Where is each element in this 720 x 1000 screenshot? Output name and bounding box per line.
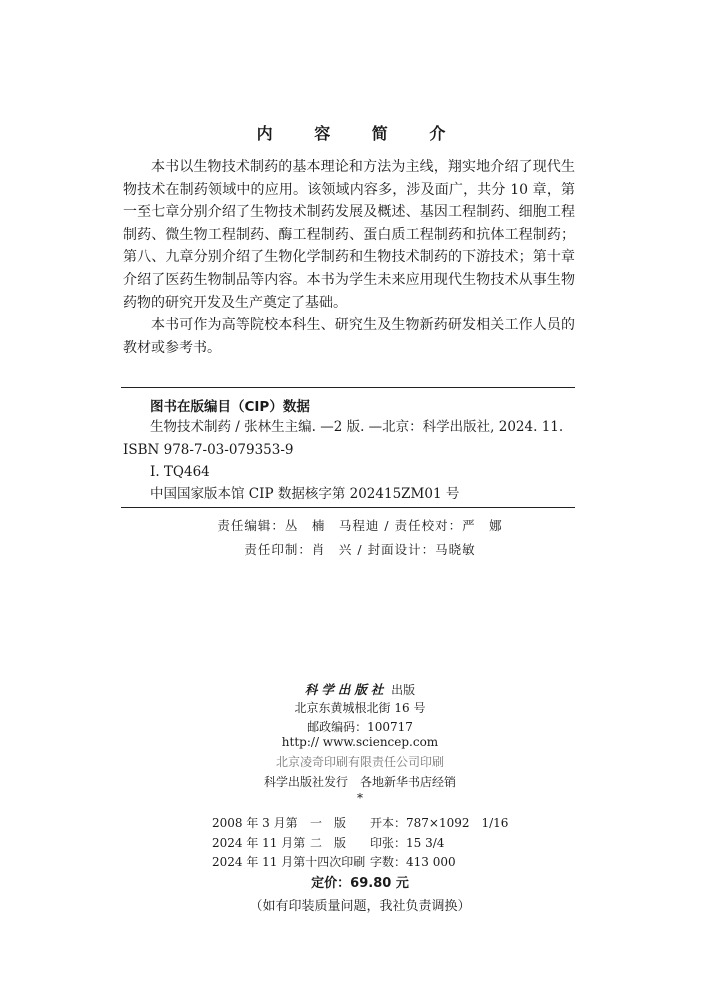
printer-line: 北京凌奇印刷有限责任公司印刷 [275,755,444,769]
edition-row [212,853,510,870]
quality-notice: （如有印装质量问题，我社负责调换） [249,899,471,914]
summary-paragraph: 本书可作为高等院校本科生、研究生及生物新药研发相关工作人员的教材或参考书。 [123,317,575,356]
edition-spec: 印张：15 3/4 [370,836,445,850]
summary-title: 内 容 简 介 [256,124,464,143]
edition-row [212,834,510,851]
distribution-line: 科学出版社发行 各地新华书店经销 [263,775,456,789]
publisher-postcode: 邮政编码：100717 [307,720,413,734]
cip-heading: 图书在版编目（CIP）数据 [150,399,310,415]
edition-date: 2008 年 3 月第 [212,816,298,830]
summary-body [123,156,575,359]
edition-spec: 开本：787×1092 1/16 [370,816,509,830]
edition-number: 一 版 [310,816,347,830]
cip-top-rule [121,387,575,388]
cip-line-class: Ⅰ. TQ464 [150,464,210,480]
credits-production: 责任印制：肖 兴 / 封面设计：马晓敏 [244,542,476,557]
edition-date: 2024 年 11 月第十四次印刷 [212,855,366,869]
edition-date: 2024 年 11 月第 [212,836,306,850]
edition-spec: 字数：413 000 [370,855,456,869]
publisher-website: http:// www.sciencep.com [281,735,439,749]
cip-line-title: 生物技术制药 / 张林生主编. —2 版. —北京：科学出版社, 2024. 11. [150,419,564,435]
separator-star: * [357,791,363,805]
credits-editors: 责任编辑：丛 楠 马程迪 / 责任校对：严 娜 [217,518,503,533]
publisher-address: 北京东黄城根北街 16 号 [294,701,426,715]
cip-bottom-rule [121,507,575,508]
publisher-logo: 科学出版社 [304,682,388,697]
edition-number: 二 版 [310,836,347,850]
cip-line-isbn: ISBN 978-7-03-079353-9 [123,442,294,458]
edition-row [212,814,510,831]
publisher-line [0,680,720,698]
cip-line-number: 中国国家版本馆 CIP 数据核字第 202415ZM01 号 [150,486,460,502]
publisher-suffix: 出版 [391,683,416,697]
summary-paragraph: 本书以生物技术制药的基本理论和方法为主线，翔实地介绍了现代生物技术在制药领域中的应用。该领域内容多，涉及面广，共分 10 章，第一至七章分别介绍了生物技术制药发展及概述、基因工程制药、细胞工程制药、微生物工程制药、酶工程制药、蛋白质工程制药和抗体工程制药；第八、九章分别介绍了生物化学制药和生物技术制药的下游技术；第十章介绍了医药生物制品等内容。本书为学生未来应用现代生物技术从事生物药物的研究开发及生产奠定了基础。 [123,159,575,311]
price: 定价：69.80 元 [311,876,409,891]
